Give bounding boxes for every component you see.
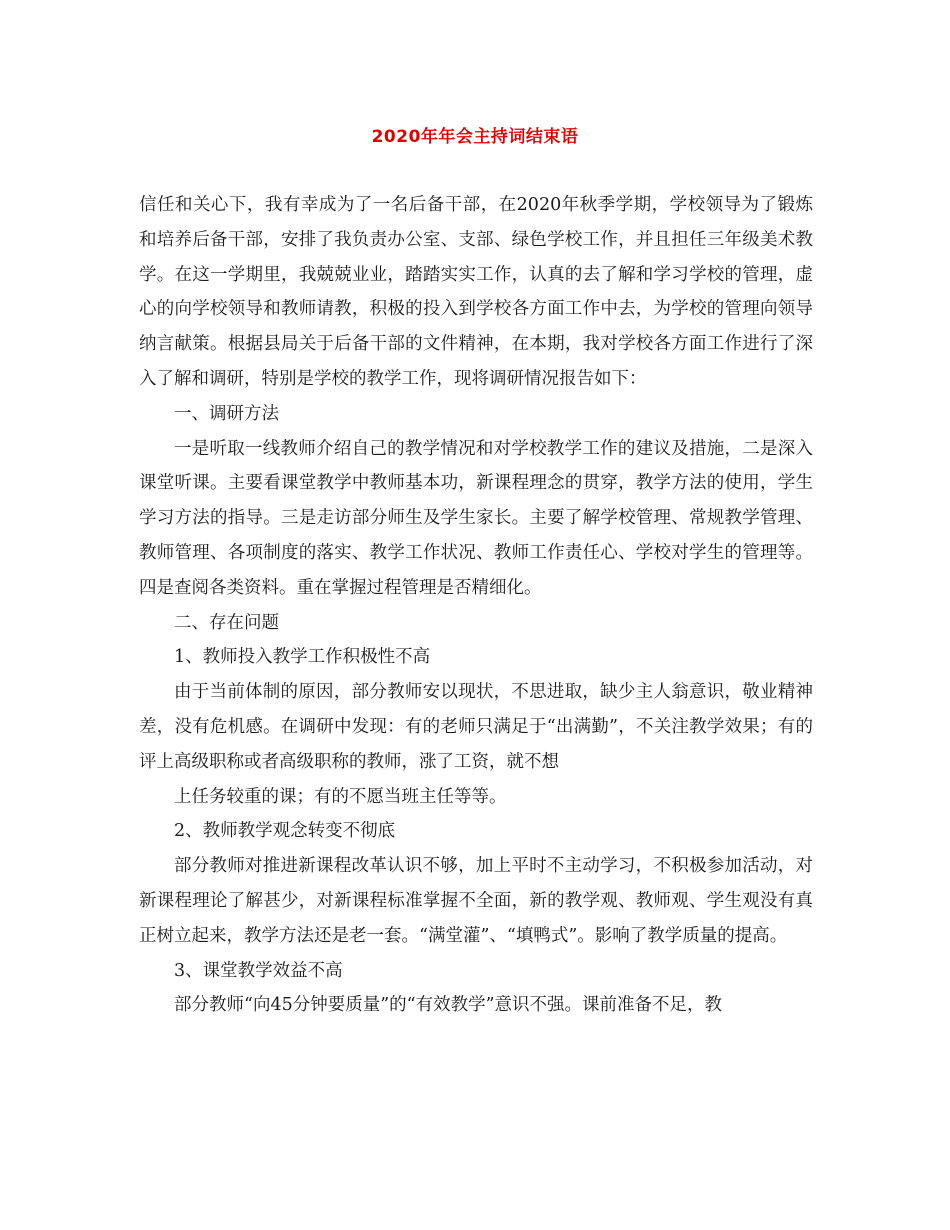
paragraph: 信任和关心下，我有幸成为了一名后备干部，在2020年秋季学期，学校领导为了锻炼和培养后备干部，安排了我负责办公室、支部、绿色学校工作，并且担任三年级美术教学。在这一学期里，我兢兢业业，踏踏实实工作，认真的去了解和学习学校的管理，虚心的向学校领导和教师请教，积极的投入到学校各方面工作中去，为学校的管理向领导纳言献策。根据县局关于后备干部的文件精神，在本期，我对学校各方面工作进行了深入了解和调研，特别是学校的教学工作，现将调研情况报告如下：	[139, 195, 813, 389]
paragraph: 2、教师教学观念转变不彻底	[174, 821, 396, 842]
paragraph: 由于当前体制的原因，部分教师安以现状，不思进取，缺少主人翁意识，敬业精神差，没有危机感。在调研中发现：有的老师只满足于“出满勤”，不关注教学效果；有的评上高级职称或者高级职称的教师，涨了工资，就不想	[139, 682, 813, 772]
paragraph: 部分教师对推进新课程改革认识不够，加上平时不主动学习，不积极参加活动，对新课程理论了解甚少，对新课程标准掌握不全面，新的教学观、教师观、学生观没有真正树立起来，教学方法还是老一套。“满堂灌”、“填鸭式”。影响了教学质量的提高。	[139, 856, 813, 946]
paragraph: 1、教师投入教学工作积极性不高	[174, 647, 431, 668]
paragraph: 一、调研方法	[174, 403, 279, 424]
paragraph: 3、课堂教学效益不高	[174, 960, 343, 981]
paragraph: 一是听取一线教师介绍自己的教学情况和对学校教学工作的建议及措施，二是深入课堂听课。主要看课堂教学中教师基本功，新课程理念的贯穿，教学方法的使用，学生学习方法的指导。三是走访部分师生及学生家长。主要了解学校管理、常规教学管理、教师管理、各项制度的落实、教学工作状况、教师工作责任心、学校对学生的管理等。四是查阅各类资料。重在掌握过程管理是否精细化。	[139, 438, 813, 598]
document-title: 2020年年会主持词结束语	[371, 127, 579, 147]
paragraph: 部分教师“向45分钟要质量”的“有效教学”意识不强。课前准备不足，教	[174, 995, 723, 1016]
paragraph: 二、存在问题	[174, 612, 279, 633]
paragraph: 上任务较重的课；有的不愿当班主任等等。	[174, 786, 507, 807]
document-body	[139, 188, 813, 1023]
